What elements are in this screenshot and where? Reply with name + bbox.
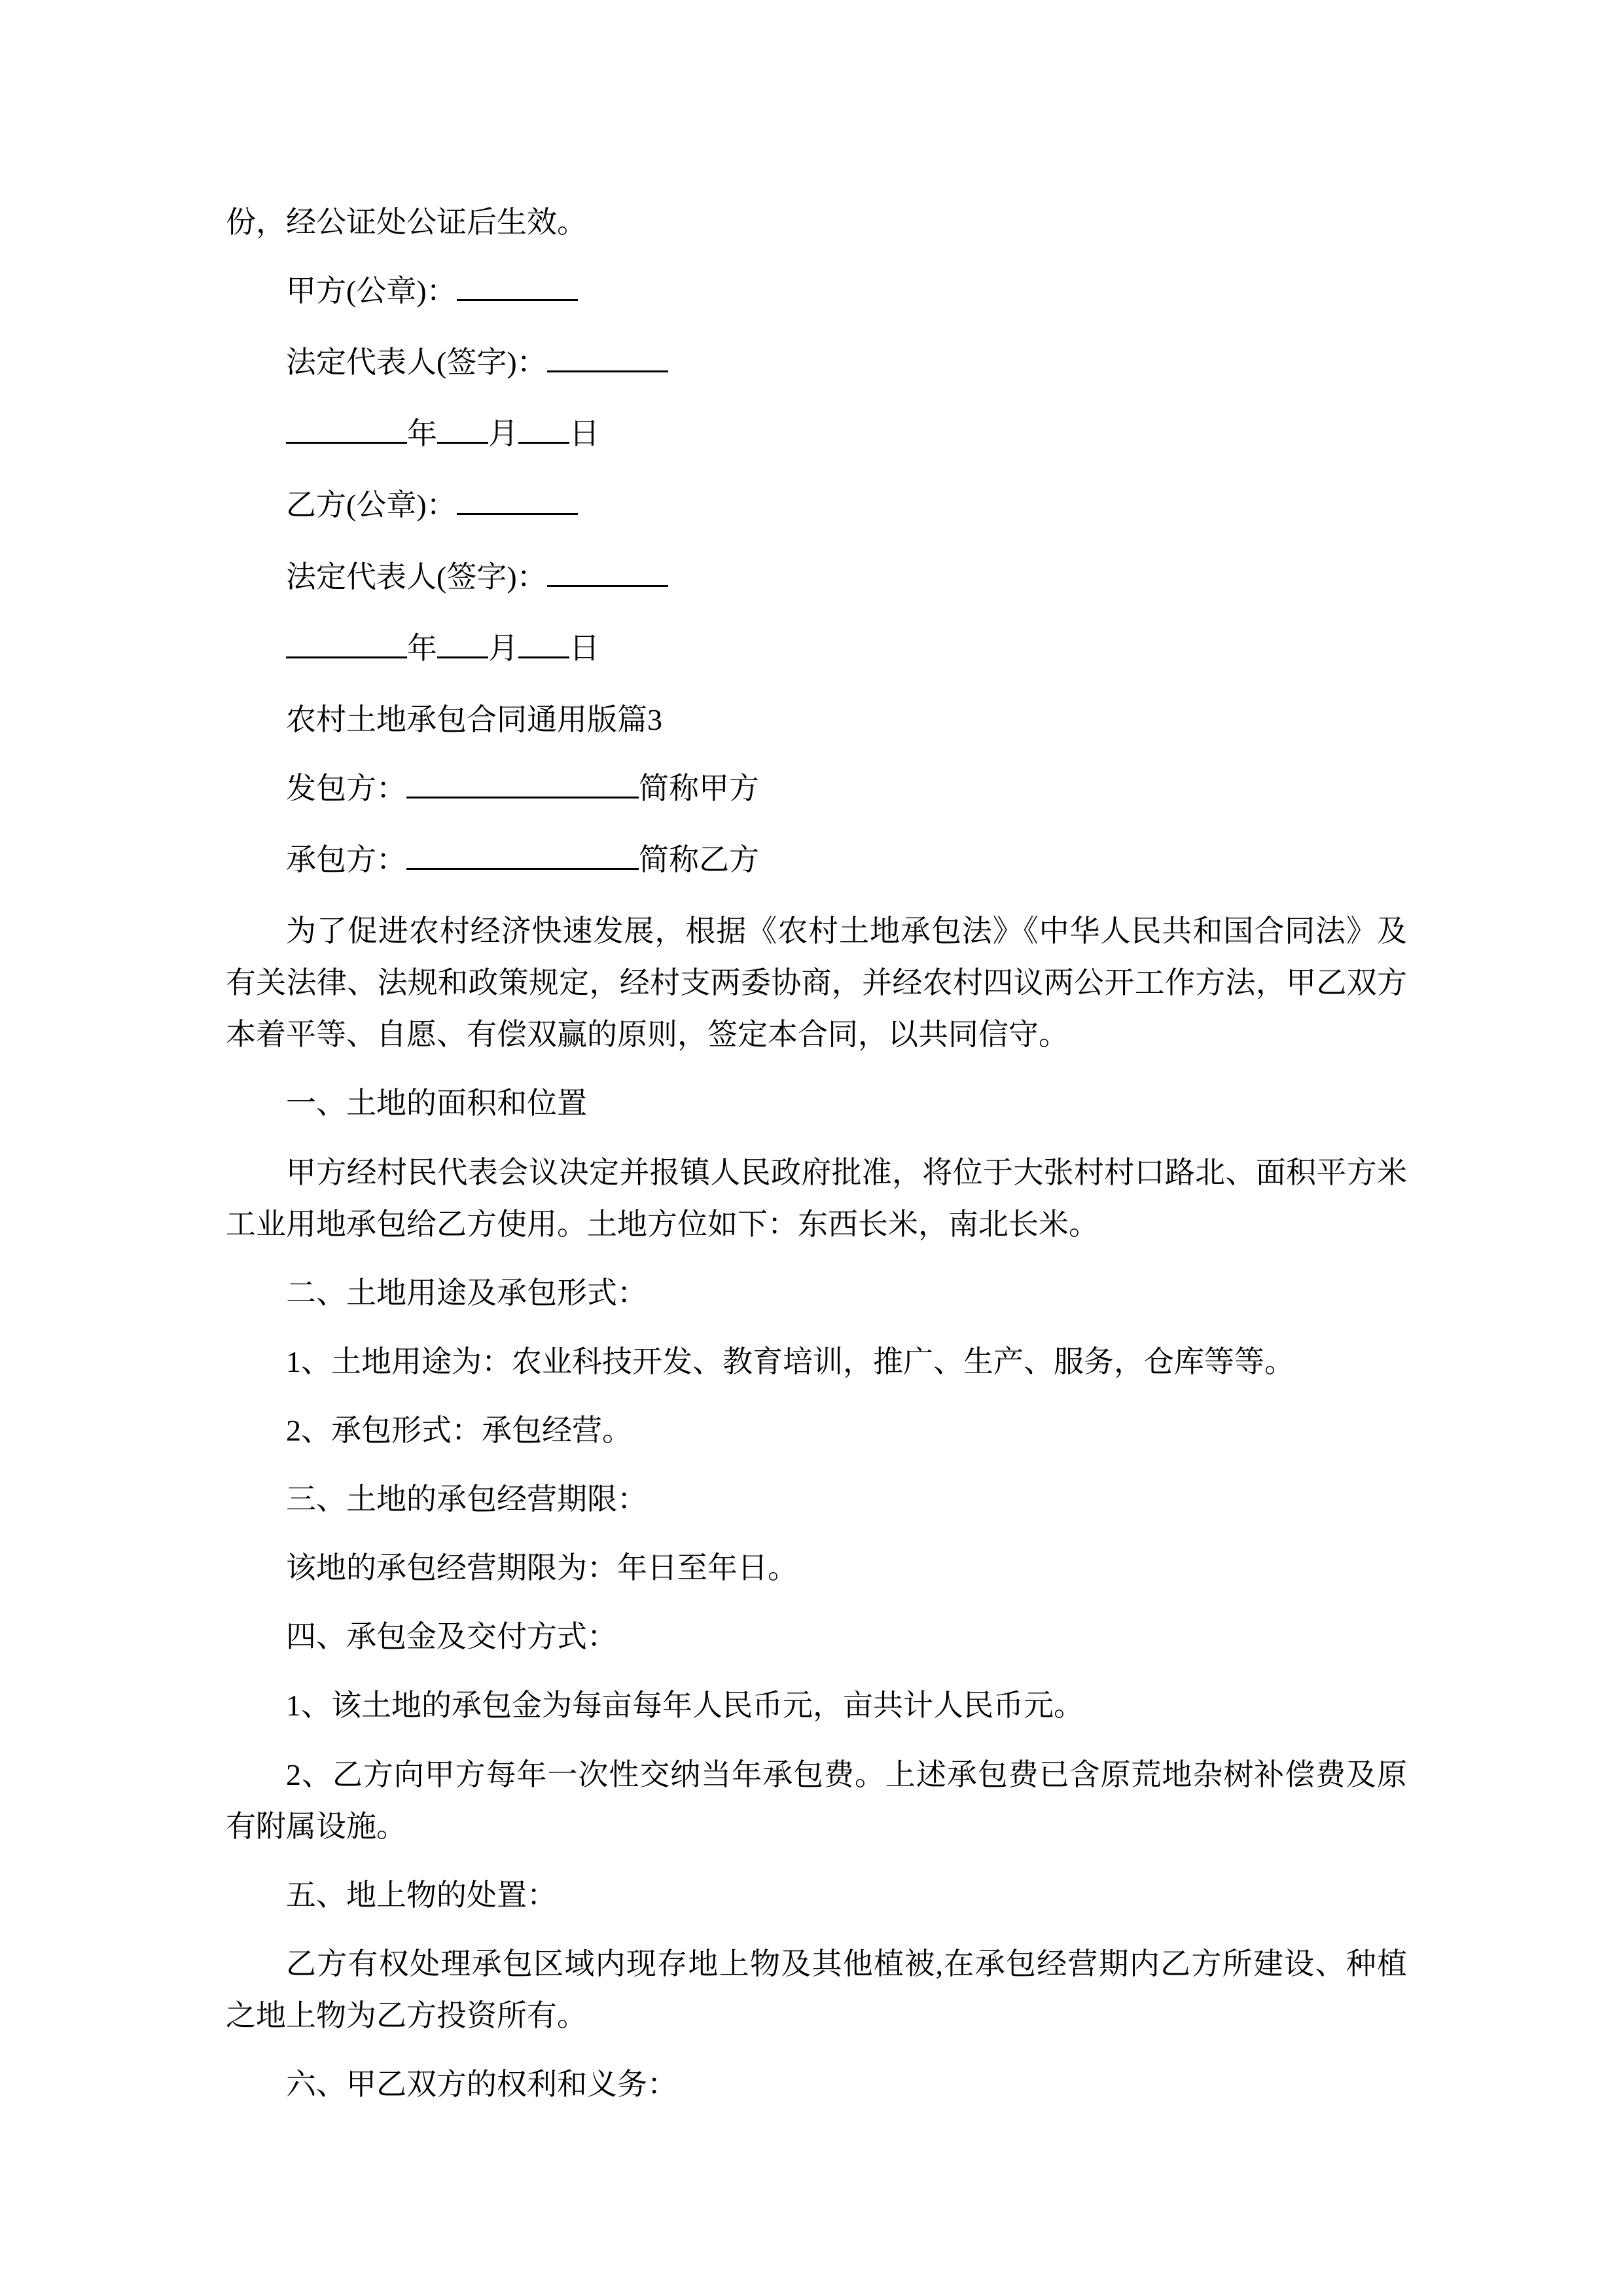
signature-legal-rep-a <box>226 336 1407 388</box>
signature-party-a <box>226 265 1407 317</box>
section-title: 农村土地承包合同通用版篇3 <box>286 702 662 736</box>
signature-legal-rep-b <box>226 551 1407 603</box>
date-b-day-blank[interactable] <box>518 626 569 658</box>
paragraph-clause-1-body: 甲方经村民代表会议决定并报镇人民政府批准，将位于大张村村口路北、面积平方米工业用地承包给乙方使用。土地方位如下：东西长米，南北长米。 <box>226 1155 1407 1241</box>
date-a-month-label: 月 <box>488 417 518 451</box>
signature-party-b <box>226 479 1407 531</box>
paragraph-clause-2-title: 二、土地用途及承包形式： <box>286 1276 647 1310</box>
paragraph-clause-4-item-2: 2、乙方向甲方每年一次性交纳当年承包费。上述承包费已含原荒地杂树补偿费及原有附属设施。 <box>226 1757 1407 1843</box>
paragraph-clause-5-body: 乙方有权处理承包区域内现存地上物及其他植被,在承包经营期内乙方所建设、种植之地上物为乙方投资所有。 <box>226 1946 1407 2032</box>
paragraph-clause-3-title: 三、土地的承包经营期限： <box>286 1482 647 1516</box>
document-body <box>226 196 1407 2110</box>
paragraph-clause-4-item-1: 1、该土地的承包金为每亩每年人民币元，亩共计人民币元。 <box>286 1689 1084 1723</box>
signature-party-b-blank[interactable] <box>457 483 578 515</box>
paragraph-clause-1-title: 一、土地的面积和位置 <box>286 1086 587 1121</box>
field-issuing-party-suffix: 简称甲方 <box>639 771 759 805</box>
signature-legal-rep-a-blank[interactable] <box>547 340 668 372</box>
date-b-month-blank[interactable] <box>437 626 488 658</box>
field-issuing-party <box>226 762 1407 814</box>
field-contracting-party-label: 承包方： <box>286 842 406 876</box>
field-contracting-party-suffix: 简称乙方 <box>639 842 759 876</box>
paragraph-continuation: 份，经公证处公证后生效。 <box>226 206 587 239</box>
field-issuing-party-label: 发包方： <box>286 771 406 805</box>
date-b-year-blank[interactable] <box>286 626 407 658</box>
field-contracting-party <box>226 834 1407 886</box>
paragraph-preamble: 为了促进农村经济快速发展，根据《农村土地承包法》《中华人民共和国合同法》及有关法律、法规和政策规定，经村支两委协商，并经农村四议两公开工作方法，甲乙双方本着平等、自愿、有偿双赢的原则，签定本合同，以共同信守。 <box>226 914 1407 1052</box>
paragraph-clause-4-title: 四、承包金及交付方式： <box>286 1620 617 1654</box>
field-issuing-party-blank[interactable] <box>406 766 639 798</box>
paragraph-clause-2-item-2: 2、承包形式：承包经营。 <box>286 1413 632 1447</box>
date-b-year-label: 年 <box>407 631 437 665</box>
date-a-month-blank[interactable] <box>437 412 488 444</box>
signature-date-a <box>226 408 1407 459</box>
paragraph-clause-3-body: 该地的承包经营期限为：年日至年日。 <box>286 1551 798 1585</box>
signature-party-a-blank[interactable] <box>457 269 578 301</box>
signature-legal-rep-b-blank[interactable] <box>547 555 668 587</box>
date-a-day-blank[interactable] <box>518 412 569 444</box>
signature-legal-rep-b-label: 法定代表人(签字)： <box>286 560 547 594</box>
date-a-year-blank[interactable] <box>286 412 407 444</box>
paragraph-clause-2-item-1: 1、土地用途为：农业科技开发、教育培训，推广、生产、服务，仓库等等。 <box>286 1344 1294 1378</box>
date-b-month-label: 月 <box>488 631 518 665</box>
date-a-year-label: 年 <box>407 417 437 451</box>
signature-date-b <box>226 622 1407 674</box>
field-contracting-party-blank[interactable] <box>406 838 639 870</box>
signature-party-a-label: 甲方(公章)： <box>286 274 457 308</box>
paragraph-clause-5-title: 五、地上物的处置： <box>286 1878 557 1912</box>
date-b-day-label: 日 <box>569 631 599 665</box>
paragraph-clause-6-title: 六、甲乙双方的权利和义务： <box>286 2068 677 2102</box>
signature-legal-rep-a-label: 法定代表人(签字)： <box>286 346 547 380</box>
signature-party-b-label: 乙方(公章)： <box>286 488 457 522</box>
date-a-day-label: 日 <box>569 417 599 451</box>
